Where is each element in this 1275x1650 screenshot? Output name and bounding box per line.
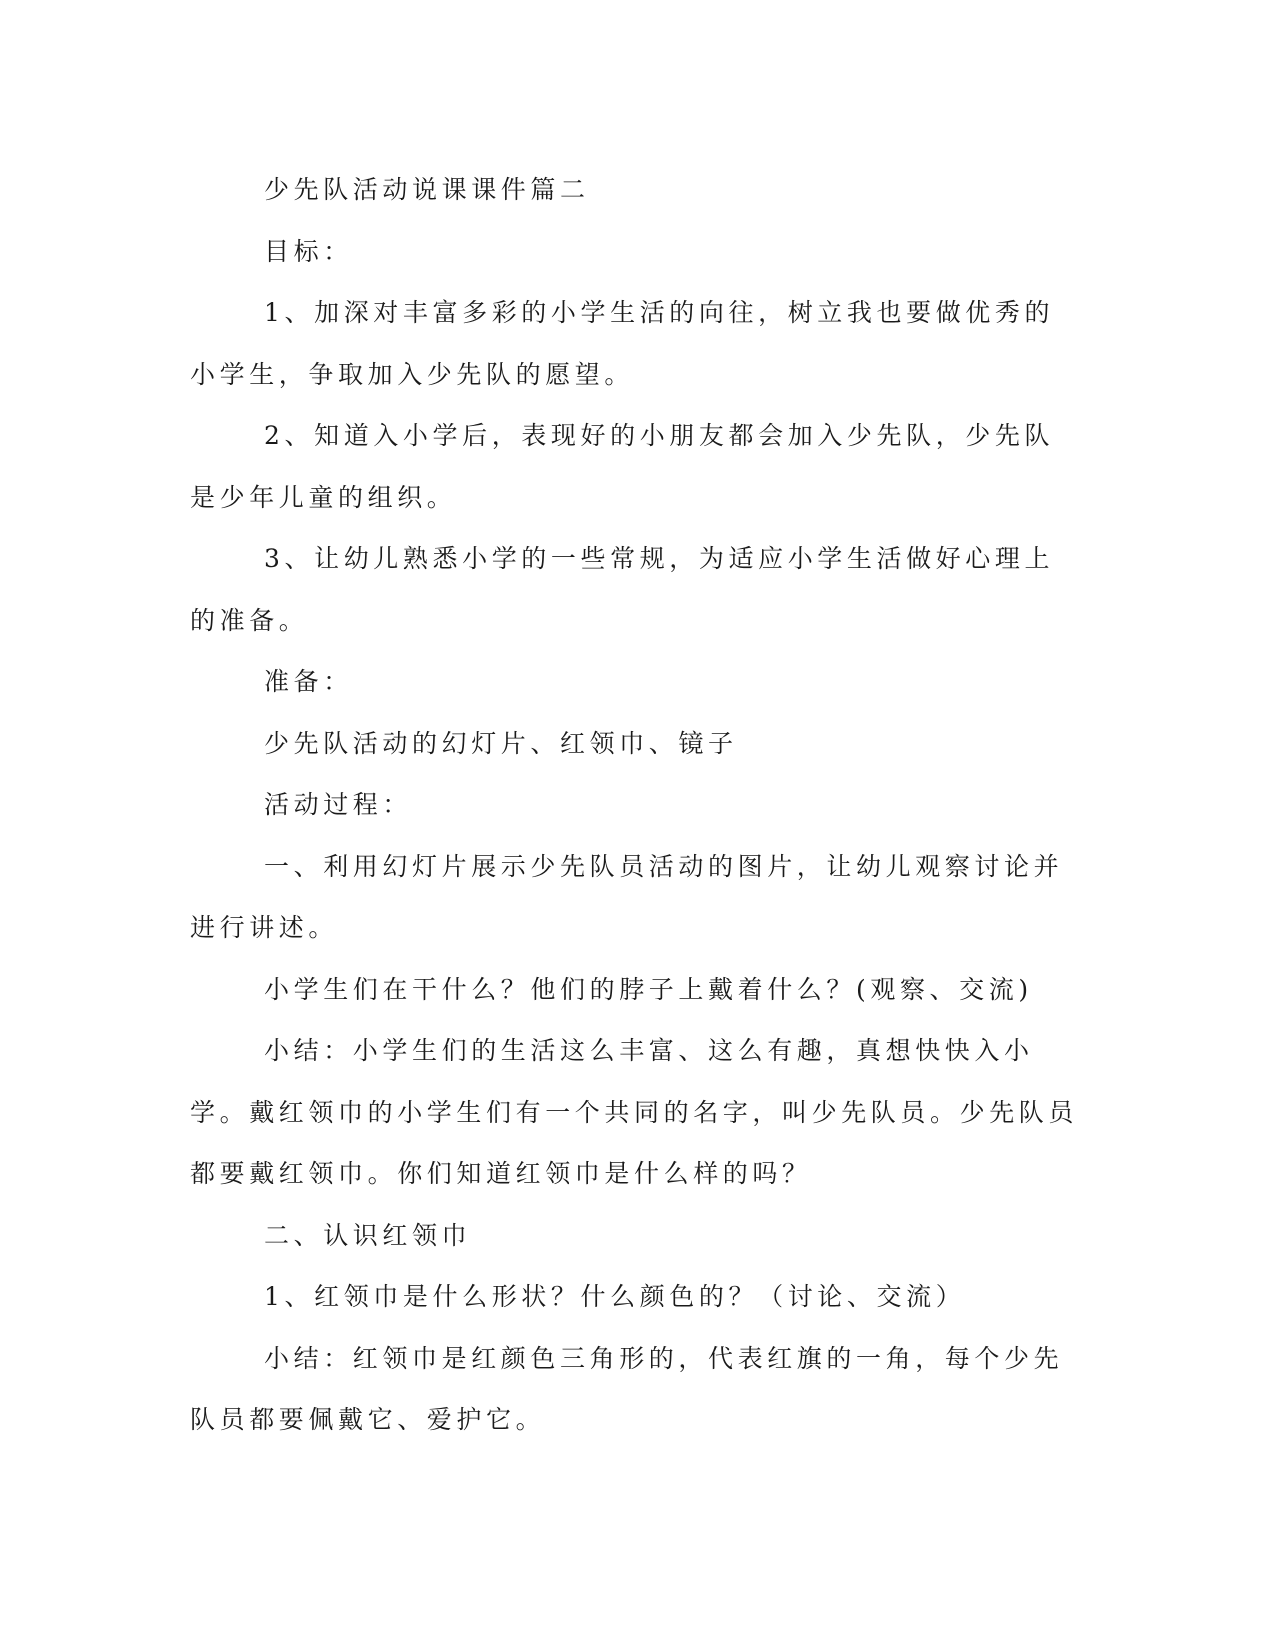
goal-item-3: 3、让幼儿熟悉小学的一些常规，为适应小学生活做好心理上的准备。 (190, 544, 1055, 635)
section-heading-process: 活动过程： (264, 790, 413, 819)
process-summary-2: 小结：红领巾是红颜色三角形的，代表红旗的一角，每个少先队员都要佩戴它、爱护它。 (190, 1343, 1064, 1434)
process-summary-1: 小结：小学生们的生活这么丰富、这么有趣，真想快快入小学。戴红领巾的小学生们有一个共同的名字，叫少先队员。少先队员都要戴红领巾。你们知道红领巾是什么样的吗？ (190, 1036, 1079, 1188)
process-step-2: 二、认识红领巾 (264, 1220, 472, 1250)
goal-item-2: 2、知道入小学后，表现好的小朋友都会加入少先队，少先队是少年儿童的组织。 (190, 421, 1055, 512)
process-step-2-question: 1、红领巾是什么形状？什么颜色的？（讨论、交流） (264, 1282, 966, 1311)
process-step-1: 一、利用幻灯片展示少先队员活动的图片，让幼儿观察讨论并进行讲述。 (190, 851, 1064, 942)
process-question: 小学生们在干什么？他们的脖子上戴着什么？(观察、交流) (264, 974, 1033, 1004)
document-body (190, 159, 1080, 1451)
section-heading-preparation: 准备： (264, 667, 353, 696)
document-title: 少先队活动说课课件篇二 (264, 175, 590, 204)
goal-item-1: 1、加深对丰富多彩的小学生活的向往，树立我也要做优秀的小学生，争取加入少先队的愿望。 (190, 298, 1055, 389)
preparation-materials: 少先队活动的幻灯片、红领巾、镜子 (264, 728, 738, 758)
section-heading-goals: 目标： (264, 236, 353, 266)
